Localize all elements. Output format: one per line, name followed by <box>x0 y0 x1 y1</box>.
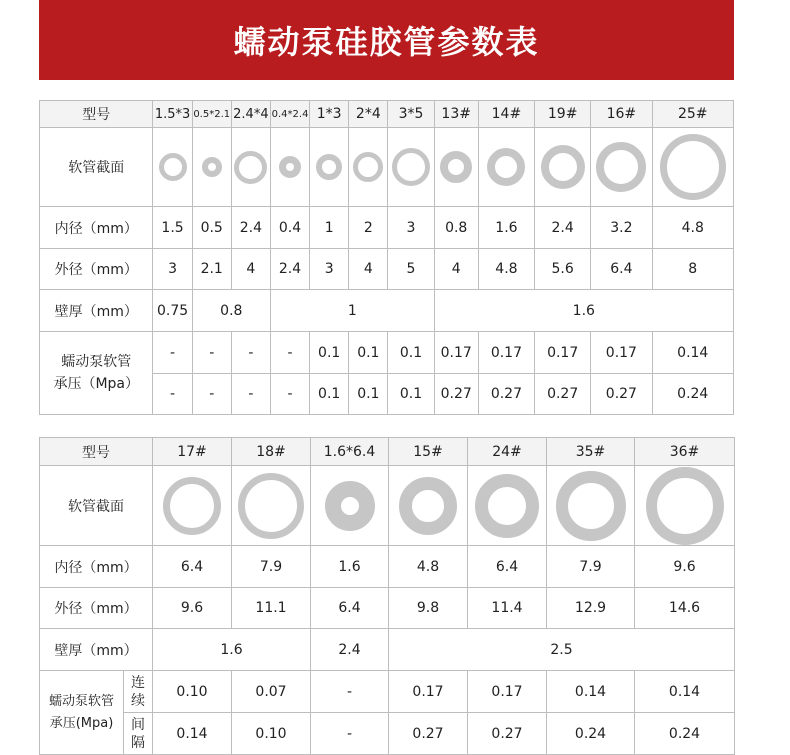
inner-cell: 4.8 <box>389 546 468 588</box>
pressure-cell: 0.27 <box>591 374 652 415</box>
tube-section-ring <box>399 477 457 535</box>
page-title: 蠕动泵硅胶管参数表 <box>233 23 540 61</box>
model-label: 型号 <box>40 101 153 128</box>
pressure-cell: 0.1 <box>349 332 388 374</box>
tube-section-ring <box>159 153 187 181</box>
inner-cell: 3 <box>388 207 434 249</box>
wall-cell: 1 <box>270 290 434 332</box>
model-cell: 0.4*2.4 <box>270 101 309 128</box>
inner-cell: 7.9 <box>232 546 311 588</box>
pressure-cell: - <box>153 332 192 374</box>
inner-label: 内径（mm） <box>40 546 153 588</box>
title-banner <box>39 0 734 80</box>
tube-section-ring <box>392 148 430 186</box>
section-cell <box>388 128 434 207</box>
wall-cell: 1.6 <box>434 290 733 332</box>
continuous-label-text: 连续 <box>131 674 145 709</box>
inner-row <box>40 546 735 588</box>
wall-label: 壁厚（mm） <box>40 629 153 671</box>
tube-section-ring <box>487 148 525 186</box>
pressure-row <box>40 671 735 713</box>
section-cell <box>635 466 735 546</box>
tube-section-ring <box>202 157 222 177</box>
wall-row <box>40 629 735 671</box>
model-cell: 14# <box>478 101 534 128</box>
inner-cell: 2.4 <box>231 207 270 249</box>
model-cell: 2.4*4 <box>231 101 270 128</box>
pressure-cell: - <box>311 713 389 755</box>
pressure-cell: - <box>231 332 270 374</box>
section-cell <box>547 466 635 546</box>
pressure-cell: 0.14 <box>635 671 735 713</box>
pressure-cell: 0.1 <box>388 332 434 374</box>
model-cell: 17# <box>153 438 232 466</box>
outer-cell: 14.6 <box>635 588 735 629</box>
pressure-cell: 0.24 <box>547 713 635 755</box>
pressure-cell: 0.10 <box>153 671 232 713</box>
model-cell: 16# <box>591 101 652 128</box>
continuous-label <box>124 671 153 713</box>
pressure-cell: 0.1 <box>310 332 349 374</box>
model-cell: 35# <box>547 438 635 466</box>
pressure-row <box>40 713 735 755</box>
pressure-row <box>40 332 734 374</box>
inner-cell: 1.5 <box>153 207 192 249</box>
outer-row <box>40 588 735 629</box>
outer-cell: 6.4 <box>591 249 652 290</box>
tube-spec-table-1 <box>39 100 734 415</box>
pressure-cell: 0.17 <box>535 332 591 374</box>
pressure-cell: - <box>231 374 270 415</box>
outer-cell: 9.8 <box>389 588 468 629</box>
section-cell <box>310 128 349 207</box>
model-row <box>40 438 735 466</box>
pressure-cell: 0.27 <box>434 374 478 415</box>
model-cell: 36# <box>635 438 735 466</box>
pressure-cell: 0.17 <box>389 671 468 713</box>
outer-cell: 2.1 <box>192 249 231 290</box>
outer-cell: 4 <box>434 249 478 290</box>
section-cell <box>270 128 309 207</box>
outer-cell: 11.4 <box>468 588 547 629</box>
model-cell: 24# <box>468 438 547 466</box>
section-cell <box>478 128 534 207</box>
tube-section-ring <box>660 134 726 200</box>
inner-cell: 2 <box>349 207 388 249</box>
section-cell <box>535 128 591 207</box>
pressure-cell: 0.1 <box>388 374 434 415</box>
outer-cell: 2.4 <box>270 249 309 290</box>
outer-cell: 11.1 <box>232 588 311 629</box>
tube-section-ring <box>238 473 304 539</box>
model-cell: 18# <box>232 438 311 466</box>
pressure-cell: 0.14 <box>652 332 733 374</box>
inner-cell: 1.6 <box>311 546 389 588</box>
tube-section-ring <box>279 156 301 178</box>
model-label: 型号 <box>40 438 153 466</box>
tube-section-ring <box>234 151 267 184</box>
model-cell: 13# <box>434 101 478 128</box>
section-cell <box>232 466 311 546</box>
model-cell: 1*3 <box>310 101 349 128</box>
inner-cell: 0.4 <box>270 207 309 249</box>
inner-cell: 1.6 <box>478 207 534 249</box>
tube-section-ring <box>163 477 221 535</box>
model-cell: 25# <box>652 101 733 128</box>
outer-cell: 3 <box>310 249 349 290</box>
tube-section-ring <box>353 152 383 182</box>
outer-cell: 4 <box>349 249 388 290</box>
tube-section-ring <box>440 151 472 183</box>
outer-label: 外径（mm） <box>40 588 153 629</box>
section-label: 软管截面 <box>40 128 153 207</box>
pressure-cell: 0.17 <box>434 332 478 374</box>
inner-cell: 2.4 <box>535 207 591 249</box>
wall-cell: 0.8 <box>192 290 270 332</box>
wall-label: 壁厚（mm） <box>40 290 153 332</box>
pressure-cell: 0.24 <box>652 374 733 415</box>
pressure-cell: 0.14 <box>153 713 232 755</box>
wall-cell: 1.6 <box>153 629 311 671</box>
outer-cell: 4.8 <box>478 249 534 290</box>
section-cell <box>311 466 389 546</box>
pressure-cell: 0.27 <box>389 713 468 755</box>
section-cell <box>192 128 231 207</box>
inner-cell: 7.9 <box>547 546 635 588</box>
outer-cell: 5.6 <box>535 249 591 290</box>
model-cell: 2*4 <box>349 101 388 128</box>
pressure-cell: 0.10 <box>232 713 311 755</box>
model-cell: 0.5*2.1 <box>192 101 231 128</box>
inner-cell: 0.8 <box>434 207 478 249</box>
section-row <box>40 466 735 546</box>
model-cell: 3*5 <box>388 101 434 128</box>
model-cell: 1.6*6.4 <box>311 438 389 466</box>
outer-label: 外径（mm） <box>40 249 153 290</box>
intermittent-label-text: 间隔 <box>131 716 145 751</box>
pressure-cell: 0.1 <box>349 374 388 415</box>
pressure-cell: 0.17 <box>478 332 534 374</box>
pressure-cell: - <box>153 374 192 415</box>
pressure-cell: 0.27 <box>468 713 547 755</box>
section-cell <box>349 128 388 207</box>
pressure-cell: - <box>270 332 309 374</box>
tube-section-ring <box>556 471 626 541</box>
outer-cell: 12.9 <box>547 588 635 629</box>
pressure-cell: 0.27 <box>478 374 534 415</box>
pressure-label <box>40 332 153 415</box>
pressure-label-line2: 承压（Mpa） <box>53 376 140 392</box>
inner-cell: 1 <box>310 207 349 249</box>
wall-cell: 2.4 <box>311 629 389 671</box>
inner-label: 内径（mm） <box>40 207 153 249</box>
model-cell: 1.5*3 <box>153 101 192 128</box>
wall-cell: 2.5 <box>389 629 735 671</box>
section-row <box>40 128 734 207</box>
section-cell <box>153 466 232 546</box>
inner-cell: 9.6 <box>635 546 735 588</box>
model-cell: 19# <box>535 101 591 128</box>
section-cell <box>153 128 192 207</box>
intermittent-label <box>124 713 153 755</box>
pressure-cell: 0.17 <box>591 332 652 374</box>
pressure-cell: - <box>311 671 389 713</box>
pressure-cell: 0.14 <box>547 671 635 713</box>
pressure-cell: - <box>270 374 309 415</box>
outer-cell: 9.6 <box>153 588 232 629</box>
tube-section-ring <box>475 474 539 538</box>
inner-row <box>40 207 734 249</box>
tube-section-ring <box>325 481 375 531</box>
section-cell <box>389 466 468 546</box>
outer-cell: 5 <box>388 249 434 290</box>
tube-section-ring <box>596 142 646 192</box>
section-cell <box>434 128 478 207</box>
tube-section-ring <box>316 154 342 180</box>
pressure-cell: 0.27 <box>535 374 591 415</box>
pressure-cell: - <box>192 374 231 415</box>
pressure-label-line1: 蠕动泵软管 <box>48 693 114 709</box>
wall-cell: 0.75 <box>153 290 192 332</box>
section-cell <box>652 128 733 207</box>
outer-cell: 4 <box>231 249 270 290</box>
pressure-cell: 0.17 <box>468 671 547 713</box>
outer-cell: 3 <box>153 249 192 290</box>
inner-cell: 0.5 <box>192 207 231 249</box>
pressure-cell: 0.24 <box>635 713 735 755</box>
pressure-label <box>40 671 124 755</box>
inner-cell: 4.8 <box>652 207 733 249</box>
section-cell <box>591 128 652 207</box>
model-cell: 15# <box>389 438 468 466</box>
inner-cell: 6.4 <box>468 546 547 588</box>
tube-spec-table-2 <box>39 437 735 755</box>
wall-row <box>40 290 734 332</box>
pressure-cell: 0.1 <box>310 374 349 415</box>
inner-cell: 3.2 <box>591 207 652 249</box>
outer-cell: 6.4 <box>311 588 389 629</box>
tube-section-ring <box>646 467 724 545</box>
outer-cell: 8 <box>652 249 733 290</box>
section-label: 软管截面 <box>40 466 153 546</box>
inner-cell: 6.4 <box>153 546 232 588</box>
section-cell <box>468 466 547 546</box>
section-cell <box>231 128 270 207</box>
outer-row <box>40 249 734 290</box>
pressure-label-line2: 承压(Mpa) <box>49 715 114 731</box>
pressure-cell: - <box>192 332 231 374</box>
tube-section-ring <box>541 145 585 189</box>
model-row <box>40 101 734 128</box>
pressure-cell: 0.07 <box>232 671 311 713</box>
pressure-label-line1: 蠕动泵软管 <box>61 354 132 370</box>
